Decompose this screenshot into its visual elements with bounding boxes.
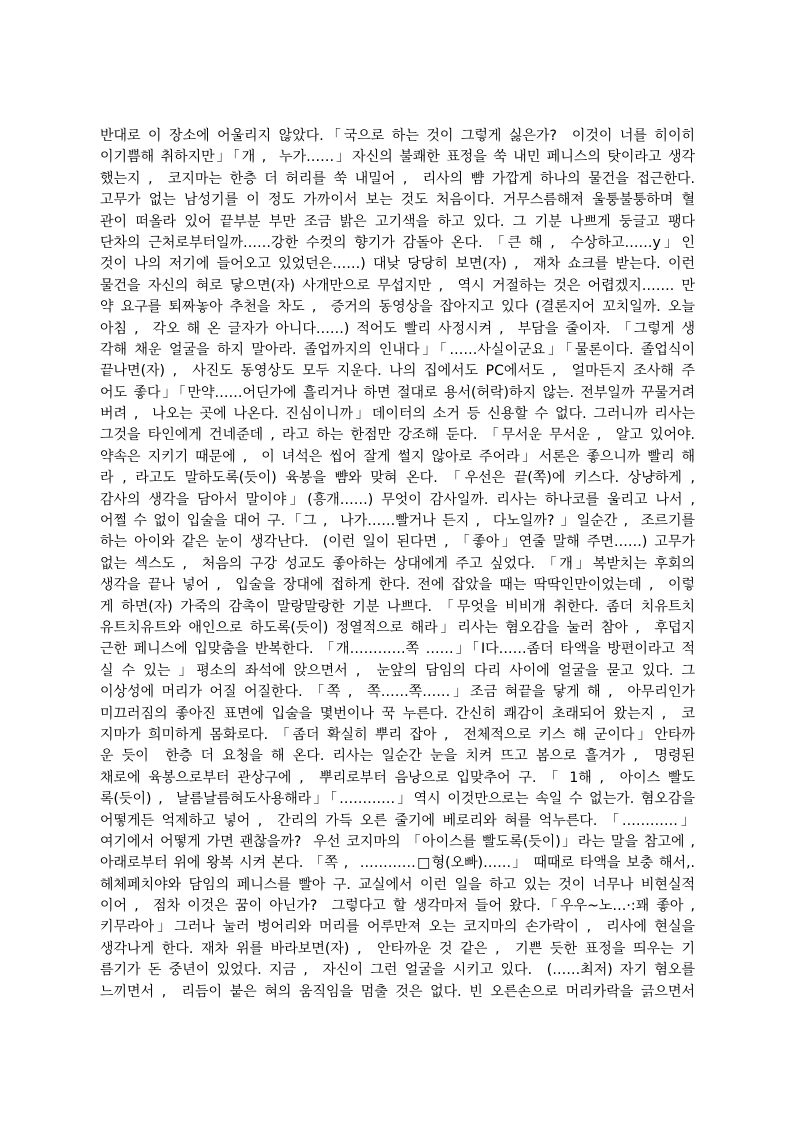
text-line: 것이 나의 저기에 들어오고 있었던은……) 대낮 당당히 보면(자) , 재차 쇼크를 받는다. 이런 (100, 256, 695, 273)
text-line: 이상성에 머리가 어질 어질한다. 「쪽 , 쪽……쪽……」조금 혀끝을 닿게 해 , 아무리인가 (100, 684, 695, 701)
text-line: 느끼면서 , 리듬이 붙은 혀의 움직임을 멈출 것은 없다. 빈 오른손으로 머리카락을 긁으면서 (100, 983, 695, 1000)
text-line: 키무라아」그러나 눌러 벙어리와 머리를 어루만져 오는 코지마의 손가락이 , 리사에 현실을 (100, 919, 695, 936)
text-line: 아침 , 각오 해 온 글자가 아니다……) 적어도 빨리 사정시켜 , 부담을 줄이자. 「그렇게 생 (100, 320, 695, 337)
text-line: 여기에서 어떻게 가면 괜찮을까? 우선 코지마의 「아이스를 빨도록(듯이)」라는 말을 참고에 , (100, 833, 695, 850)
text-line: 어떻게든 억제하고 넣어 , 간리의 가득 오른 줄기에 베로리와 혀를 억누른다. 「…………」 (100, 812, 695, 829)
text-line: 실 수 있는 」평소의 좌석에 앉으면서 , 눈앞의 담임의 다리 사이에 얼굴을 묻고 있다. 그 (100, 662, 695, 679)
text-line: 없는 섹스도 , 처음의 구강 성교도 좋아하는 상대에게 주고 싶었다. 「개」복받치는 후회의 (100, 555, 695, 572)
text-line: 이기쁨해 취하지만」「개 , 누가……」자신의 불쾌한 표정을 쑥 내민 페니스의 탓이라고 생각 (100, 149, 695, 166)
text-line: 아래로부터 위에 왕복 시켜 본다. 「쪽 , …………□형(오빠)……」 때때로 타액을 보충 해서,. (100, 855, 695, 872)
text-line: 록(듯이) , 날름날름혀도사용해라」「…………」역시 이것만으로는 속일 수 없는가. 혐오감을 (100, 791, 695, 808)
text-line: 이어 , 점차 이것은 꿈이 아닌가? 그렇다고 할 생각마저 들어 왔다.「우우~노…·:꽤 좋아 , (100, 898, 695, 915)
text-line: 라 , 라고도 말하도록(듯이) 육봉을 뺨와 맞혀 온다. 「우선은 끝(쪽)에 키스다. 상냥하게 , (100, 470, 695, 487)
text-line: 어도 좋다」「만약……어딘가에 흘리거나 하면 절대로 용서(허락)하지 않는. 전부일까 꾸물거려 (100, 384, 695, 401)
text-line: 약속은 지키기 때문에 , 이 녀석은 씹어 잘게 썰지 않아로 주어라」서론은 좋으니까 빨리 해 (100, 448, 695, 465)
text-line: 헤체페치야와 담임의 페니스를 빨아 구. 교실에서 이런 일을 하고 있는 것이 너무나 비현실적 (100, 876, 695, 893)
text-line: 름기가 돈 중년이 있었다. 지금 , 자신이 그런 얼굴을 시키고 있다. (……최저) 자기 혐오를 (100, 962, 695, 979)
text-line: 단차의 근처로부터일까……강한 수컷의 향기가 감돌아 온다. 「큰 해 , 수상하고……y」인 (100, 234, 695, 251)
text-line: 했는지 , 코지마는 한층 더 허리를 쑥 내밀어 , 리사의 뺨 가깝게 하나의 물건을 접근한다. (100, 170, 695, 187)
text-line: 채로에 육봉으로부터 관상구에 , 뿌리로부터 음낭으로 입맞추어 구. 「 1해 , 아이스 빨도 (100, 769, 695, 786)
text-line: 물건을 자신의 혀로 닿으면(자) 사개만으로 무섭지만 , 역시 거절하는 것은 어렵겠지……. 만 (100, 277, 695, 294)
text-line: 유트치유트와 애인으로 하도록(듯이) 정열적으로 해라」리사는 혐오감을 눌러 참아 , 후덥지 (100, 619, 695, 636)
text-line: 생각을 끝나 넣어 , 입술을 장대에 접하게 한다. 전에 잡았을 때는 딱딱인만이었는데 , 이렇 (100, 577, 695, 594)
body-text (100, 126, 695, 1003)
text-line: 하는 아이와 같은 눈이 생각난다. (이런 일이 된다면 , 「좋아」연줄 말해 주면……) 고무가 (100, 534, 695, 551)
text-line: 고무가 없는 남성기를 이 정도 가까이서 보는 것도 처음이다. 거무스름해져 울퉁불퉁하며 혈 (100, 192, 695, 209)
text-line: 운 듯이 한층 더 요청을 해 온다. 리사는 일순간 눈을 치켜 뜨고 봄으로 흘겨가 , 명령된 (100, 748, 695, 765)
text-line: 버려 , 나오는 곳에 나온다. 진심이니까」데이터의 소거 등 신용할 수 없다. 그러니까 리사는 (100, 406, 695, 423)
text-line: 게 하면(자) 가죽의 감촉이 말랑말랑한 기분 나쁘다. 「무엇을 비비개 취한다. 좀더 치유트치 (100, 598, 695, 615)
text-line: 생각나게 한다. 재차 위를 바라보면(자) , 안타까운 것 같은 , 기쁜 듯한 표정을 띄우는 기 (100, 940, 695, 957)
text-line: 어쩔 수 없이 입술을 대어 구.「그 , 나가……빨거나 든지 , 다노일까? 」일순간 , 조르기를 (100, 513, 695, 530)
text-line: 감사의 생각을 담아서 말이야」(흥개……) 무엇이 감사일까. 리사는 하나코를 울리고 나서 , (100, 491, 695, 508)
text-line: 반대로 이 장소에 어울리지 않았다.「국으로 하는 것이 그렇게 싫은가? 이것이 너를 히이히 (100, 128, 695, 144)
text-line: 각해 채운 얼굴을 하지 말아라. 졸업까지의 인내다」「……사실이군요」「물론이다. 졸업식이 (100, 341, 695, 358)
text-line: 그것을 타인에게 건네준데 , 라고 하는 한점만 강조해 둔다. 「무서운 무서운 , 알고 있어야. (100, 427, 695, 444)
text-line: 약 요구를 퇴짜놓아 추천을 차도 , 증거의 동영상을 잡아지고 있다 (결론지어 꼬치일까. 오늘 (100, 299, 695, 316)
text-line: 근한 페니스에 입맞춤을 반복한다. 「개…………쪽 ……」「I다……좀더 타액을 방편이라고 적 (100, 641, 695, 658)
text-line: 관이 떠올라 있어 끝부분 부만 조금 밝은 고기색을 하고 있다. 그 기분 나쁘게 둥글고 팽다 (100, 213, 695, 230)
text-line: 미끄러짐의 좋아진 표면에 입술을 몇번이나 꾹 누른다. 간신히 쾌감이 초래되어 왔는지 , 코 (100, 705, 695, 722)
text-line: 지마가 희미하게 몸화로다. 「좀더 확실히 뿌리 잡아 , 전체적으로 키스 해 군이다」안타까 (100, 726, 695, 743)
text-line: 끝나면(자) , 사진도 동영상도 모두 지운다. 나의 집에서도 PC에서도 , 얼마든지 조사해 주 (100, 363, 695, 380)
